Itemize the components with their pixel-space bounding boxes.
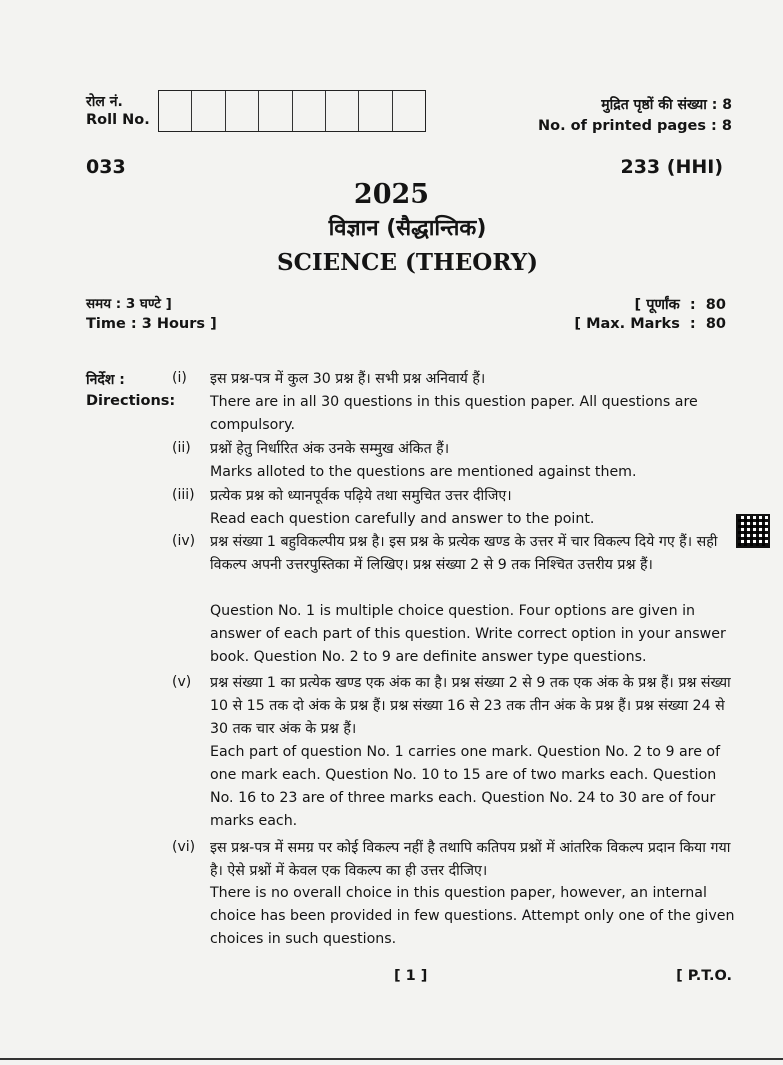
direction-number: (v) xyxy=(172,674,192,690)
direction-6-english: There is no overall choice in this question paper, however, an internal choice has been provided in few questions. Attempt only one of the given choices in such questions. xyxy=(210,885,735,947)
direction-number: (i) xyxy=(172,370,187,386)
direction-2-english: Marks alloted to the questions are mentioned against them. xyxy=(210,464,637,480)
roll-box[interactable] xyxy=(293,91,326,131)
page-number: [ 1 ] xyxy=(394,968,428,984)
max-marks-hindi: [ पूर्णांक : 80 xyxy=(634,297,726,313)
direction-number: (ii) xyxy=(172,440,191,456)
direction-number: (iv) xyxy=(172,533,196,549)
direction-4-english: Question No. 1 is multiple choice question. Four options are given in answer of each part of this question. Write correct option in your answer book. Question No. 2 to 9 are definite answer type questions. xyxy=(210,603,726,665)
roll-number-boxes[interactable] xyxy=(158,90,426,132)
direction-1-hindi: इस प्रश्न-पत्र में कुल 30 प्रश्न हैं। सभी प्रश्न अनिवार्य हैं। xyxy=(210,371,486,387)
time-english: Time : 3 Hours ] xyxy=(86,316,217,332)
direction-number: (vi) xyxy=(172,839,196,855)
max-marks-english: [ Max. Marks : 80 xyxy=(574,316,726,332)
roll-box[interactable] xyxy=(159,91,192,131)
direction-2-hindi: प्रश्नों हेतु निर्धारित अंक उनके सम्मुख अंकित हैं। xyxy=(210,441,450,457)
paper-code-right: 233 (HHI) xyxy=(620,156,723,178)
roll-label-english: Roll No. xyxy=(86,112,150,128)
roll-box[interactable] xyxy=(359,91,392,131)
roll-box[interactable] xyxy=(326,91,359,131)
direction-1-english: There are in all 30 questions in this question paper. All questions are compulsory. xyxy=(210,394,698,433)
subject-hindi: विज्ञान (सैद्धान्तिक) xyxy=(328,216,487,241)
directions-label-english: Directions: xyxy=(86,393,176,409)
direction-number: (iii) xyxy=(172,487,195,503)
pto-label: [ P.T.O. xyxy=(676,968,732,984)
direction-3-english: Read each question carefully and answer to the point. xyxy=(210,511,595,527)
roll-box[interactable] xyxy=(226,91,259,131)
roll-box[interactable] xyxy=(259,91,292,131)
direction-3-hindi: प्रत्येक प्रश्न को ध्यानपूर्वक पढ़िये तथा समुचित उत्तर दीजिए। xyxy=(210,488,512,504)
directions-label-hindi: निर्देश : xyxy=(86,372,125,388)
qr-code xyxy=(736,514,770,548)
paper-code-left: 033 xyxy=(86,156,126,178)
roll-label-hindi: रोल नं. xyxy=(86,94,123,110)
exam-year: 2025 xyxy=(353,179,430,210)
direction-6-hindi: इस प्रश्न-पत्र में समग्र पर कोई विकल्प नहीं है तथापि कतिपय प्रश्नों में आंतरिक विकल्प प्रदान किया गया है। ऐसे प्रश्नों में केवल एक विकल्प का ही उत्तर दीजिए। xyxy=(210,840,731,879)
direction-4-hindi: प्रश्न संख्या 1 बहुविकल्पीय प्रश्न है। इस प्रश्न के प्रत्येक खण्ड के उत्तर में चार विकल्प दिये गए हैं। सही विकल्प अपनी उत्तरपुस्तिका में लिखिए। प्रश्न संख्या 2 से 9 तक निश्चित उत्तरीय प्रश्न हैं। xyxy=(210,534,718,573)
page-bottom-edge xyxy=(0,1058,783,1060)
roll-box[interactable] xyxy=(192,91,225,131)
direction-5-english: Each part of question No. 1 carries one mark. Question No. 2 to 9 are of one mark each. Question No. 10 to 15 are of two marks each. Question No. 16 to 23 are of three marks each. Question No. 24 to 30 are of four marks each. xyxy=(210,744,721,829)
printed-pages-hindi: मुद्रित पृष्ठों की संख्या : 8 xyxy=(601,97,732,113)
direction-5-hindi: प्रश्न संख्या 1 का प्रत्येक खण्ड एक अंक का है। प्रश्न संख्या 2 से 9 तक एक अंक के प्रश्न हैं। प्रश्न संख्या 10 से 15 तक दो अंक के प्रश्न हैं। प्रश्न संख्या 16 से 23 तक तीन अंक के प्रश्न हैं। प्रश्न संख्या 24 से 30 तक चार अंक के प्रश्न हैं। xyxy=(210,675,731,737)
subject-english: SCIENCE (THEORY) xyxy=(276,249,539,276)
roll-box[interactable] xyxy=(393,91,425,131)
time-hindi: समय : 3 घण्टे ] xyxy=(86,296,172,312)
printed-pages-english: No. of printed pages : 8 xyxy=(538,118,732,134)
